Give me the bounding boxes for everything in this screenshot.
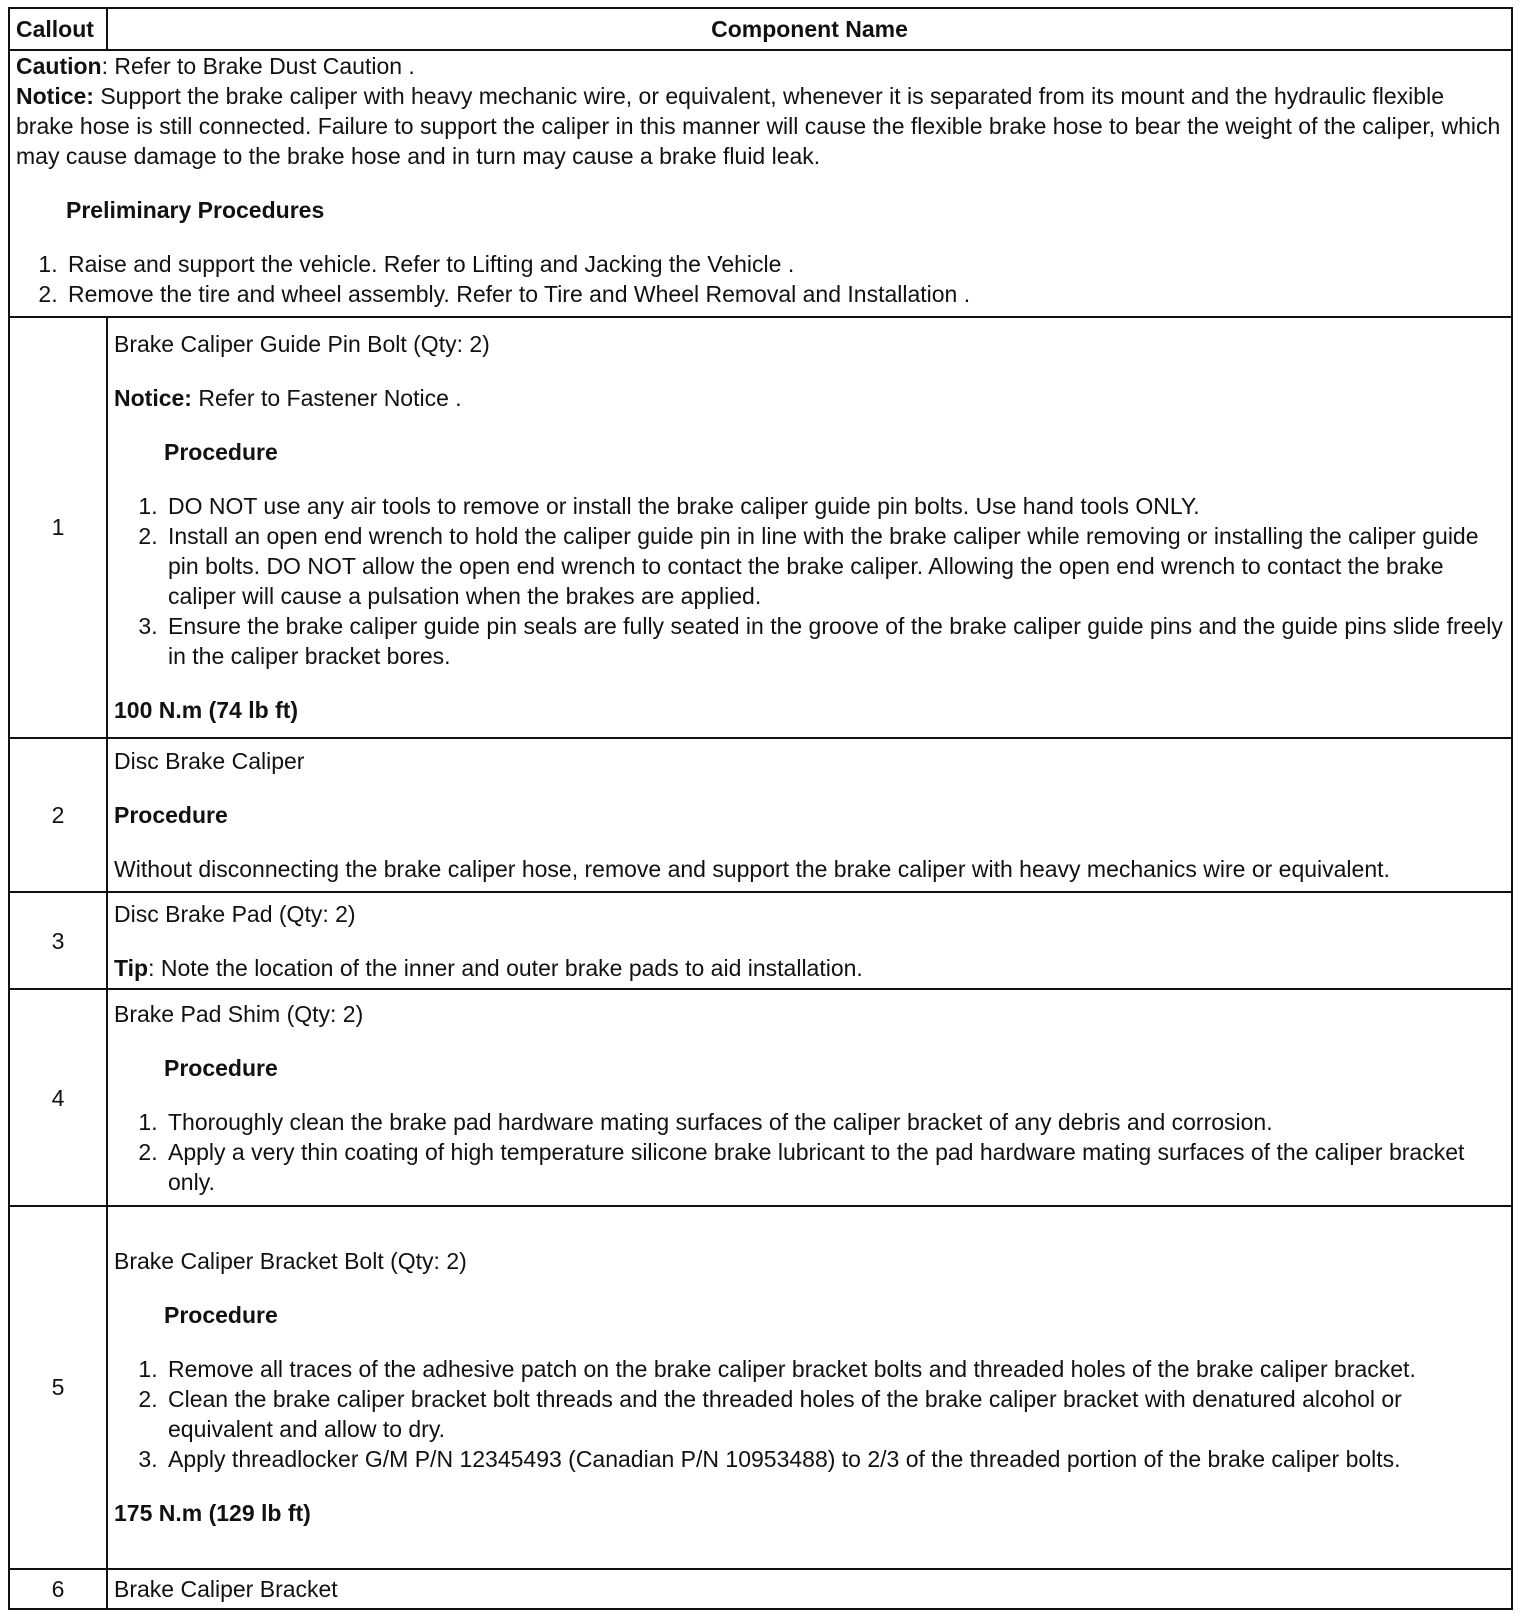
component-name: Brake Caliper Bracket Bolt (Qty: 2) (114, 1248, 467, 1275)
tip-text: : Note the location of the inner and outer brake pads to aid installation. (148, 954, 863, 981)
list-item: 1. DO NOT use any air tools to remove or install the brake caliper guide pin bolts. Use hand tools ONLY. (164, 491, 1505, 521)
procedure-text: Without disconnecting the brake caliper hose, remove and support the brake caliper with heavy mechanics wire or equivalent. (114, 855, 1390, 882)
prelim-steps (16, 249, 1505, 309)
tip-line (114, 953, 1505, 983)
table-row (9, 738, 1512, 892)
table-row (9, 989, 1512, 1206)
list-item: 1. Remove all traces of the adhesive patch on the brake caliper bracket bolts and threaded holes of the brake caliper bracket. (164, 1354, 1505, 1384)
caution-label: Caution (16, 53, 102, 80)
caution-text: : Refer to Brake Dust Caution . (101, 53, 415, 80)
list-item: 2. Remove the tire and wheel assembly. Refer to Tire and Wheel Removal and Installation . (64, 279, 1505, 309)
procedure-title: Procedure (164, 1302, 278, 1329)
component-name: Brake Caliper Bracket (114, 1575, 338, 1602)
list-item: 3. Ensure the brake caliper guide pin seals are fully seated in the groove of the brake caliper guide pins and the guide pins slide freely in the caliper bracket bores. (164, 611, 1505, 671)
intro-cell (9, 50, 1512, 317)
procedure-steps (114, 1107, 1505, 1197)
procedure-title: Procedure (114, 801, 228, 828)
callout-number: 4 (9, 989, 107, 1206)
callout-number: 6 (9, 1569, 107, 1609)
prelim-title: Preliminary Procedures (66, 197, 325, 224)
procedure-steps (114, 491, 1505, 671)
callout-number: 1 (9, 317, 107, 738)
list-item: 2. Clean the brake caliper bracket bolt threads and the threaded holes of the brake caliper bracket with denatured alcohol or equivalent and allow to dry. (164, 1384, 1505, 1444)
component-name: Disc Brake Caliper (114, 747, 305, 774)
table-row (9, 892, 1512, 989)
table-row (9, 1569, 1512, 1609)
list-item: 2. Install an open end wrench to hold the caliper guide pin in line with the brake caliper while removing or installing the caliper guide pin bolts. DO NOT allow the open end wrench to contact the brake caliper. Allowing the open end wrench to contact the brake caliper will cause a pulsation when the brakes are applied. (164, 521, 1505, 611)
component-name: Brake Caliper Guide Pin Bolt (Qty: 2) (114, 331, 490, 358)
component-cell (107, 1569, 1512, 1609)
intro-row (9, 50, 1512, 317)
header-component-name: Component Name (107, 8, 1512, 50)
component-cell (107, 989, 1512, 1206)
component-name: Disc Brake Pad (Qty: 2) (114, 900, 356, 927)
procedure-title: Procedure (164, 439, 278, 466)
tip-label: Tip (114, 954, 149, 981)
notice-line (114, 383, 1505, 413)
table-row (9, 317, 1512, 738)
list-item: 1. Raise and support the vehicle. Refer to Lifting and Jacking the Vehicle . (64, 249, 1505, 279)
notice-text: Support the brake caliper with heavy mechanic wire, or equivalent, whenever it is separated from its mount and the hydraulic flexible brake hose is still connected. Failure to support the caliper in this manner will cause the flexible brake hose to bear the weight of the caliper, which may cause damage to the brake hose and in turn may cause a brake fluid leak. (16, 83, 1501, 170)
list-item: 1. Thoroughly clean the brake pad hardware mating surfaces of the caliper bracket of any debris and corrosion. (164, 1107, 1505, 1137)
component-cell (107, 317, 1512, 738)
list-item: 2. Apply a very thin coating of high temperature silicone brake lubricant to the pad hardware mating surfaces of the caliper bracket only. (164, 1137, 1505, 1197)
table-row (9, 1206, 1512, 1569)
list-item: 3. Apply threadlocker G/M P/N 12345493 (Canadian P/N 10953488) to 2/3 of the threaded portion of the brake caliper bolts. (164, 1444, 1505, 1474)
caution-line (16, 51, 1505, 81)
component-table (8, 7, 1513, 1610)
header-row (9, 8, 1512, 50)
header-callout: Callout (9, 8, 107, 50)
notice-label: Notice: (114, 385, 192, 412)
procedure-steps (114, 1354, 1505, 1474)
torque-spec: 100 N.m (74 lb ft) (114, 697, 299, 724)
component-cell (107, 892, 1512, 989)
notice-paragraph (16, 81, 1505, 171)
component-name: Brake Pad Shim (Qty: 2) (114, 1000, 364, 1027)
callout-number: 5 (9, 1206, 107, 1569)
component-cell (107, 738, 1512, 892)
callout-number: 2 (9, 738, 107, 892)
notice-text: Refer to Fastener Notice . (191, 385, 462, 412)
notice-label: Notice: (16, 83, 94, 110)
torque-spec: 175 N.m (129 lb ft) (114, 1500, 311, 1527)
procedure-title: Procedure (164, 1054, 278, 1081)
callout-number: 3 (9, 892, 107, 989)
component-cell (107, 1206, 1512, 1569)
